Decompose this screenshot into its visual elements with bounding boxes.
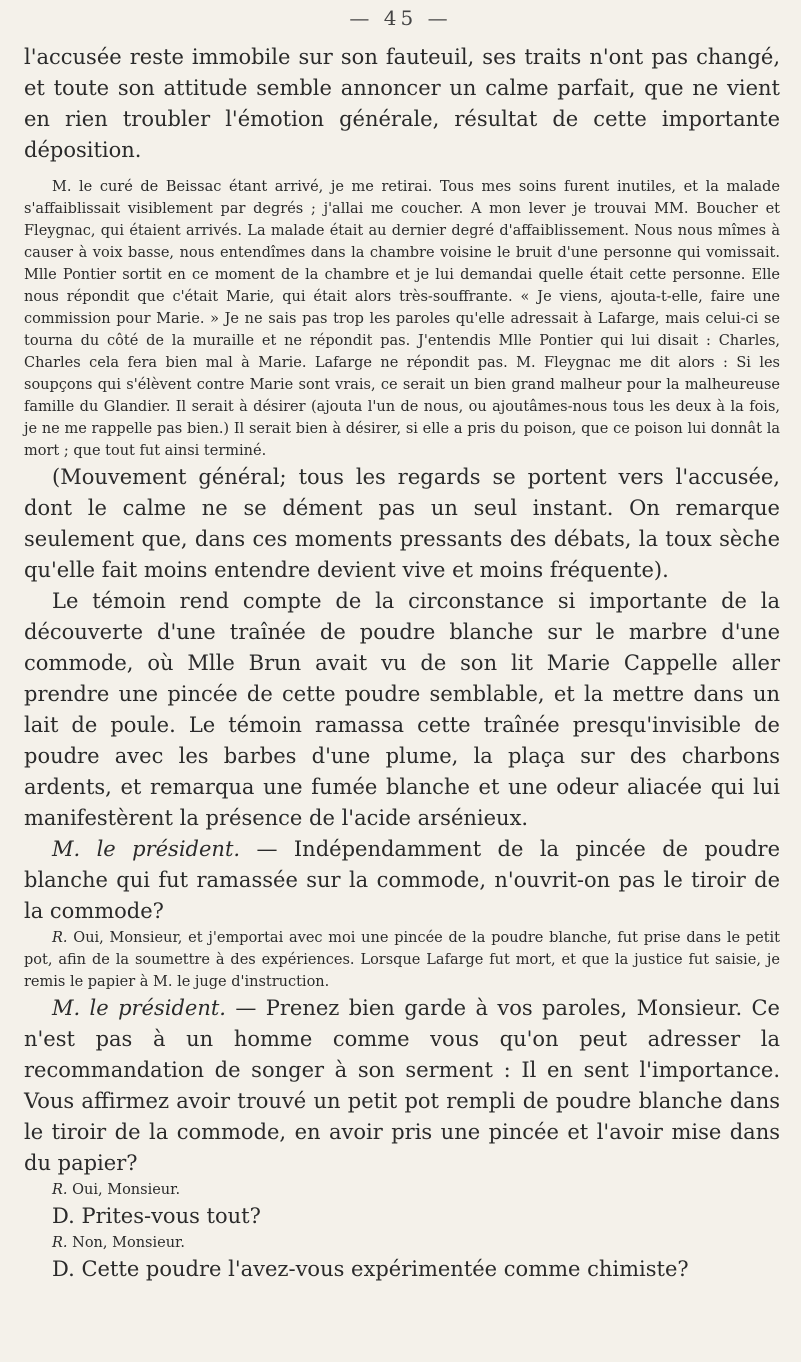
speaker-label: R. [52, 930, 68, 946]
paragraph-president-warning [24, 993, 780, 1179]
page-number: — 45 — [349, 6, 452, 30]
paragraph-witness-answer [24, 927, 780, 993]
dialogue-line: R. Oui, Monsieur. [52, 1182, 181, 1198]
answer-text: Oui, Monsieur, et j'emportai avec moi une pincée de la poudre blanche, fut prise dans le petit pot, afin de la soumettre à des expériences. Lorsque Lafarge fut mort, et que la justice fut saisie, je remis le papier à M. le juge d'instruction. [24, 930, 780, 990]
dialogue-line: D. Cette poudre l'avez-vous expérimentée comme chimiste? [52, 1257, 689, 1281]
paragraph-witness-account: Le témoin rend compte de la circonstance si importante de la découverte d'une traînée de poudre blanche sur le marbre d'une commode, où Mlle Brun avait vu de son lit Marie Cappelle aller prendre une pincée de cette poudre semblable, et la mettre dans un lait de poule. Le témoin ramassa cette traînée presqu'invisible de poudre avec les barbes d'une plume, la plaça sur des charbons ardents, et remarqua une fumée blanche et une odeur aliacée qui lui manifestèrent la présence de l'acide arsénieux. [24, 589, 780, 830]
question-text: — Indépendamment de la pincée de poudre blanche qui fut ramassée sur la commode, n'ouvrit-on pas le tiroir de la commode? [24, 837, 780, 923]
paragraph-intro: l'accusée reste immobile sur son fauteuil, ses traits n'ont pas changé, et toute son attitude semble annoncer un calme parfait, que ne vient en rien troubler l'émotion générale, résultat de cette importante déposition. [24, 45, 780, 162]
speaker-label: M. le président. [52, 837, 241, 861]
speaker-label: D. [52, 1204, 75, 1228]
paragraph-president-question [24, 834, 780, 927]
speaker-label: D. [52, 1257, 75, 1281]
page-body [24, 42, 780, 1285]
paragraph-deposition-quote: M. le curé de Beissac étant arrivé, je me retirai. Tous mes soins furent inutiles, et la malade s'affaiblissait visiblement par degrés ; j'allai me coucher. A mon lever je trouvai MM. Boucher et Fleygnac, qui étaient arrivés. La malade était au dernier degré d'affaiblissement. Nous nous mîmes à causer à voix basse, nous entendîmes dans la chambre voisine le bruit d'une personne qui vomissait. Mlle Pontier sortit en ce moment de la chambre et je lui demandai quelle était cette personne. Elle nous répondit que c'était Marie, qui était alors très-souffrante. « Je viens, ajouta-t-elle, faire une commission pour Marie. » Je ne sais pas trop les paroles qu'elle adressait à Lafarge, mais celui-ci se tourna du côté de la muraille et ne répondit pas. J'entendis Mlle Pontier qui lui disait : Charles, Charles cela fera bien mal à Marie. Lafarge ne répondit pas. M. Fleygnac me dit alors : Si les soupçons qui s'élèvent contre Marie sont vrais, ce serait un bien grand malheur pour la malheureuse famille du Glandier. Il serait à désirer (ajouta l'un de nous, ou ajoutâmes-nous tous les deux à la fois, je ne me rappelle pas bien.) Il serait bien à désirer, si elle a pris du poison, que ce poison lui donnât la mort ; que tout fut ainsi terminé. [24, 179, 780, 459]
speaker-label: M. le président. [52, 996, 226, 1020]
speaker-label: R. [52, 1235, 68, 1251]
speaker-label: R. [52, 1182, 68, 1198]
paragraph-movement: (Mouvement général; tous les regards se portent vers l'accusée, dont le calme ne se dément pas un seul instant. On remarque seulement que, dans ces moments pressants des débats, la toux sèche qu'elle fait moins entendre devient vive et moins fréquente). [24, 465, 780, 582]
warning-text: — Prenez bien garde à vos paroles, Monsieur. Ce n'est pas à un homme comme vous qu'on peut adresser la recommandation de songer à son serment : Il en sent l'importance. Vous affirmez avoir trouvé un petit pot rempli de poudre blanche dans le tiroir de la commode, en avoir pris une pincée et l'avoir mise dans du papier? [24, 996, 780, 1175]
dialogue-line: D. Prites-vous tout? [52, 1204, 261, 1228]
dialogue-line: R. Non, Monsieur. [52, 1235, 185, 1251]
